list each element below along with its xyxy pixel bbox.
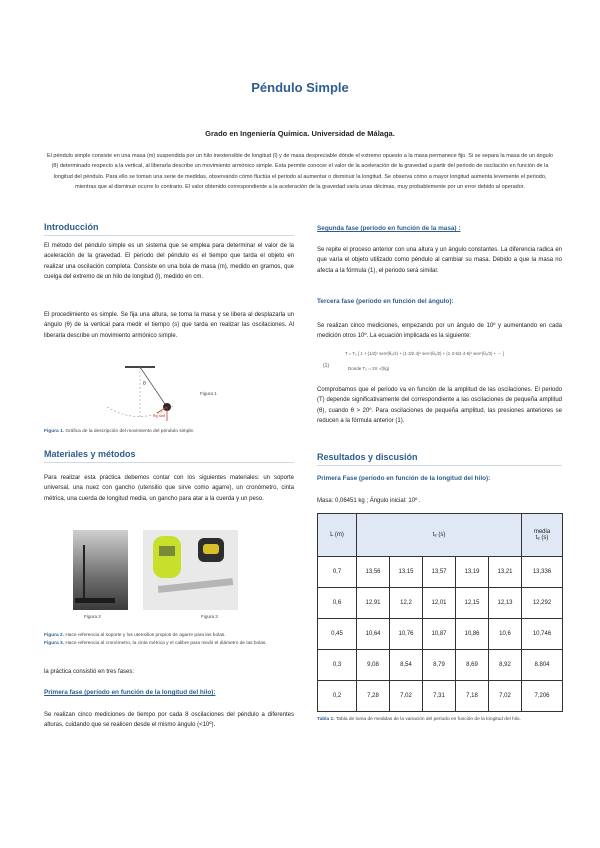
results-subheading: Primera Fase (período en función de la longitud del hilo): [317, 475, 491, 482]
figure-2-caption: Figura 2. Hace referencia al soporte y los utensilios propios de agarre para las bolas. [44, 633, 226, 638]
equation-where: Donde T₀ = 2π √(l/g) [348, 366, 390, 371]
figure-1-caption: Figura 1. Gráfica de la descripción del movimiento del péndulo simple. [44, 429, 195, 434]
table-header-t: t₈ (s) [357, 514, 522, 557]
figure-2-photo [73, 530, 128, 610]
results-divider [317, 465, 562, 466]
equation: T = T₀ [ 1 + (1/2)² sen²(θ₀/2) + (1·3/2·4)² sen⁴(θ₀/2) + (1·3·5/2·4·6)² sen⁶(θ₀/2) + ··· ] [345, 351, 505, 356]
table-row: 0,7 13,56 13,15 13,57 13,19 13,21 13,336 [318, 557, 563, 588]
svg-text:mg sinθ: mg sinθ [153, 414, 166, 418]
phase-1-text: Se realizan cinco mediciones de tiempo por cada 8 oscilaciones del péndulo a diferentes alturas, cuidando que se realicen desde el mismo ángulo (<10º). [44, 712, 294, 729]
methods-paragraph-1: Para realizar esta práctica debemos contar con los siguientes materiales: un soporte universal, una nuez con gancho (utensilio que sirve como agarre), un cronómetro, cinta métrica, una cuerda de longitud media, un gancho para atar a la cuerda y un peso. [44, 475, 294, 502]
intro-heading: Introducción [44, 222, 99, 232]
table-row: 0,3 9,08 8,54 8,79 8,69 8,92 8.804 [318, 650, 563, 681]
stopwatch-shape [153, 536, 181, 578]
figure-2-label: Figura 2 [84, 614, 101, 619]
figure-1-label: Figura 1 [200, 391, 217, 396]
results-table [317, 513, 563, 712]
affiliation: Grado en Ingeniería Química. Universidad de Málaga. [205, 129, 395, 138]
phase-1-heading: Primera fase (período en función de la longitud del hilo): [44, 689, 216, 696]
table-row: 0,45 10,64 10,76 10,87 10,86 10,6 10,746 [318, 619, 563, 650]
table-row: 0,6 12,91 12,2 12,01 12,15 12,13 12,292 [318, 588, 563, 619]
methods-heading: Materiales y métodos [44, 449, 136, 459]
table-header-l: L (m) [318, 514, 357, 557]
figure-3-photo [143, 530, 238, 610]
pendulum-diagram [95, 365, 205, 423]
phase-3-text: Se realizan cinco mediciones, empezando por un ángulo de 10º y aumentando en cada medición otros 10º. La ecuación implicada es la siguiente: [317, 323, 562, 340]
intro-paragraph-2: El procedimiento es simple. Se fija una altura, se toma la masa y se libera al desplazarla un ángulo (θ) de la vertical para medir el tiempo (s) que tarda en realizar las oscilaciones. Al liberarla describe un movimiento armónico simple. [44, 312, 294, 339]
methods-divider [44, 462, 294, 463]
svg-text:θ: θ [143, 381, 146, 387]
results-heading: Resultados y discusión [317, 452, 418, 462]
equation-number: (1) [323, 363, 330, 369]
phase-2-heading: Segunda fase (período en función de la masa) : [317, 225, 461, 232]
page-title: Péndulo Simple [251, 80, 349, 95]
mass-line: Masa: 0,06451 kg ; Ángulo inicial: 10º . [317, 498, 421, 504]
phase-3-text-2: Comprobamos que el periodo va en función de la amplitud de las oscilaciones. El periodo (T) depende significativamente del correspondiente a las oscilaciones de pequeña amplitud (θ), cuando θ > 20º. Para oscilaciones de pequeña amplitud, las presiones anteriores se reducen a la fórmula anterior (1). [317, 387, 562, 424]
intro-divider [44, 235, 294, 236]
figure-3-label: Figura 3 [201, 614, 218, 619]
table-caption: Tabla 1: Tabla de toma de medidas de la variación del periodo en función de la longitud del hilo. [317, 717, 521, 722]
abstract: El péndulo simple consiste en una masa (m) suspendida por un hilo inextensible de longitud (l) y de masa despreciable dónde el extremo opuesto a la masa permanece fijo. Si se separa la masa de un ángulo (θ) determinado respecto a la vertical, al liberarla describe un movimiento armónico simple. Esta permite conocer el valor de la aceleración de la gravedad a partir del periodo de oscilación en función de la longitud del péndulo. Para ello se toman una serie de medidas, observando cómo fluctúa el periodo al aumentar o disminuir la longitud. Se observa cómo a mayor longitud aumenta levemente el periodo, mientras que al disminuir ocurre lo contrario. El valor obtenido correspondiente a la aceleración de la gravedad varía unas décimas, muy probablemente por un error debido al operador. [47, 153, 553, 191]
phase-2-text: Se repite el proceso anterior con una altura y un ángulo constantes. La diferencia radica en que varía el objeto utilizado como péndulo al cambiar su masa. Debido a que la masa no afecta a la fórmula (1), el periodo será similar. [317, 247, 562, 274]
table-header-mean: media t₈ (s) [522, 514, 563, 557]
pendulum-figure [95, 365, 205, 423]
phase-3-heading: Tercera fase (período en función del ángulo): [317, 298, 454, 305]
figure-3-caption: Figura 3. Hace referencia al cronómetro, la cinta métrica y el calibre para medir el diámetro de las bolas. [44, 641, 267, 646]
phases-intro: la práctica consistió en tres fases: [44, 669, 135, 675]
table-row: 0,2 7,28 7,02 7,31 7,18 7,02 7,206 [318, 681, 563, 712]
intro-paragraph-1: El método del péndulo simple es un sistema que se emplea para determinar el valor de la aceleración de la gravedad. El periodo del péndulo es el tiempo que tarda el objeto en realizar una oscilación completa. Consiste en una bola de masa (m), medido en gramos, que cuelga del extremo de un hilo de longitud (l), medido en cm. [44, 243, 294, 280]
caliper-shape [158, 578, 233, 593]
